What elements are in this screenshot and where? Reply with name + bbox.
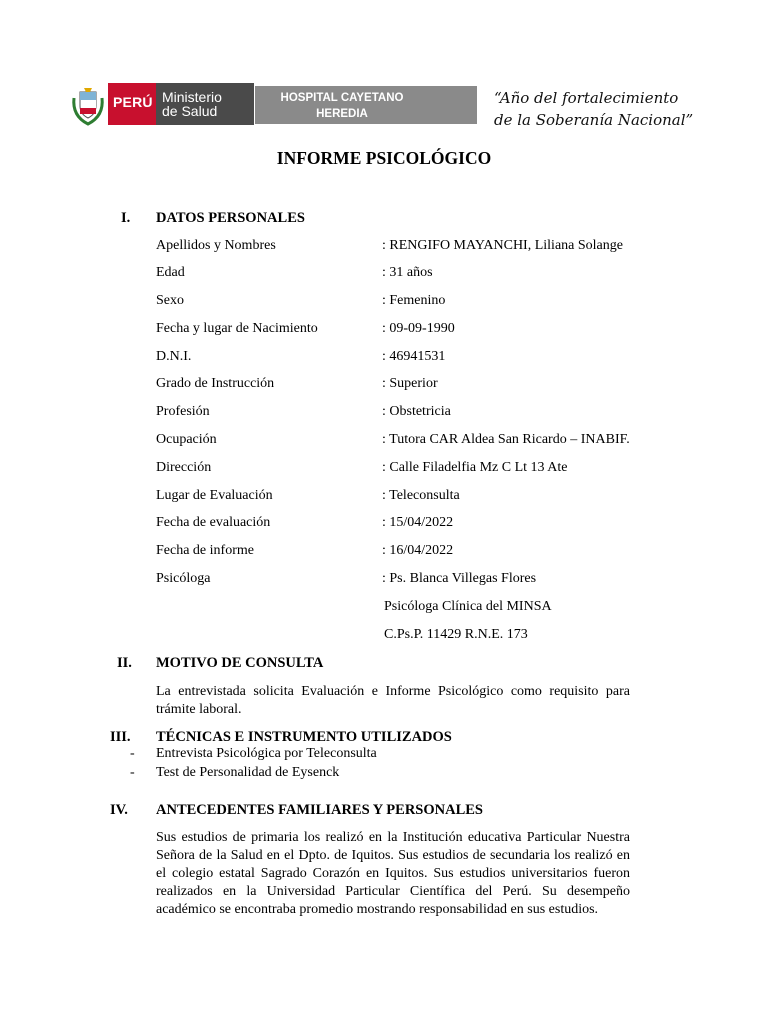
list-bullet: -: [130, 746, 135, 761]
field-label: Lugar de Evaluación: [156, 488, 273, 503]
field-value: : 46941531: [382, 349, 446, 364]
slogan-line2: de la Soberanía Nacional”: [494, 111, 694, 129]
field-value: : Tutora CAR Aldea San Ricardo – INABIF.: [382, 432, 630, 447]
section-3-number: III.: [110, 729, 131, 745]
field-value: : RENGIFO MAYANCHI, Liliana Solange: [382, 238, 623, 253]
hospital-name-line2: HEREDIA: [316, 108, 368, 120]
field-label: Dirección: [156, 460, 212, 475]
field-label: Sexo: [156, 293, 184, 308]
list-item: Test de Personalidad de Eysenck: [156, 765, 340, 780]
logo-ministry-line1: Ministerio: [162, 89, 222, 105]
field-label: Fecha de evaluación: [156, 515, 271, 530]
peru-coat-of-arms-icon: [70, 86, 106, 126]
consultation-reason-text: La entrevistada solicita Evaluación e Informe Psicológico como requisito para trámite laboral.: [156, 684, 630, 717]
section-1-title: DATOS PERSONALES: [156, 210, 305, 226]
year-slogan: [494, 87, 693, 131]
slogan-line1: “Año del fortalecimiento: [494, 89, 679, 107]
field-value: : Ps. Blanca Villegas Flores: [382, 571, 537, 586]
logo-country-text: PERÚ: [113, 94, 153, 110]
hospital-name-line1: HOSPITAL CAYETANO: [280, 92, 404, 104]
field-value: : Femenino: [382, 293, 446, 308]
logo-ministry-line2: de Salud: [162, 103, 218, 119]
psychologist-title: Psicóloga Clínica del MINSA: [384, 599, 552, 614]
minsa-logo-peru: [108, 83, 156, 125]
field-label: Ocupación: [156, 432, 217, 447]
field-label: Edad: [156, 265, 185, 280]
field-label: Profesión: [156, 404, 210, 419]
field-label: D.N.I.: [156, 349, 192, 364]
background-text: Sus estudios de primaria los realizó en la Institución educativa Particular Nuestra Señora de la Salud en el Dpto. de Iquitos. Sus estudios de secundaria los realizó en el colegio estatal Sagrado Corazón en Iquitos. Sus estudios universitarios fueron realizados en la Universidad Particular Científica del Perú. Su desempeño académico se encontraba promedio mostrando responsabilidad en sus estudios.: [156, 830, 630, 917]
field-value: : 15/04/2022: [382, 515, 454, 530]
document-title: INFORME PSICOLÓGICO: [276, 148, 492, 168]
field-label: Psicóloga: [156, 571, 211, 586]
section-4-title: ANTECEDENTES FAMILIARES Y PERSONALES: [156, 802, 483, 818]
field-value: : 16/04/2022: [382, 543, 454, 558]
section-2-number: II.: [117, 655, 132, 671]
list-bullet: -: [130, 765, 135, 780]
section-3-title: TÉCNICAS E INSTRUMENTO UTILIZADOS: [156, 729, 452, 745]
field-value: : Superior: [382, 376, 438, 391]
document-header: [0, 0, 768, 140]
section-4-number: IV.: [110, 802, 128, 818]
section-2-title: MOTIVO DE CONSULTA: [156, 655, 324, 671]
field-value: : 09-09-1990: [382, 321, 455, 336]
field-value: : Obstetricia: [382, 404, 451, 419]
list-item: Entrevista Psicológica por Teleconsulta: [156, 746, 377, 761]
field-value: : Teleconsulta: [382, 488, 460, 503]
field-label: Grado de Instrucción: [156, 376, 275, 391]
field-value: : Calle Filadelfia Mz C Lt 13 Ate: [382, 460, 568, 475]
section-1-number: I.: [121, 210, 131, 226]
field-label: Apellidos y Nombres: [156, 238, 276, 253]
field-label: Fecha de informe: [156, 543, 254, 558]
field-value: : 31 años: [382, 265, 433, 280]
field-label: Fecha y lugar de Nacimiento: [156, 321, 318, 336]
psychologist-registration: C.Ps.P. 11429 R.N.E. 173: [384, 627, 528, 642]
hospital-banner: [255, 86, 477, 124]
